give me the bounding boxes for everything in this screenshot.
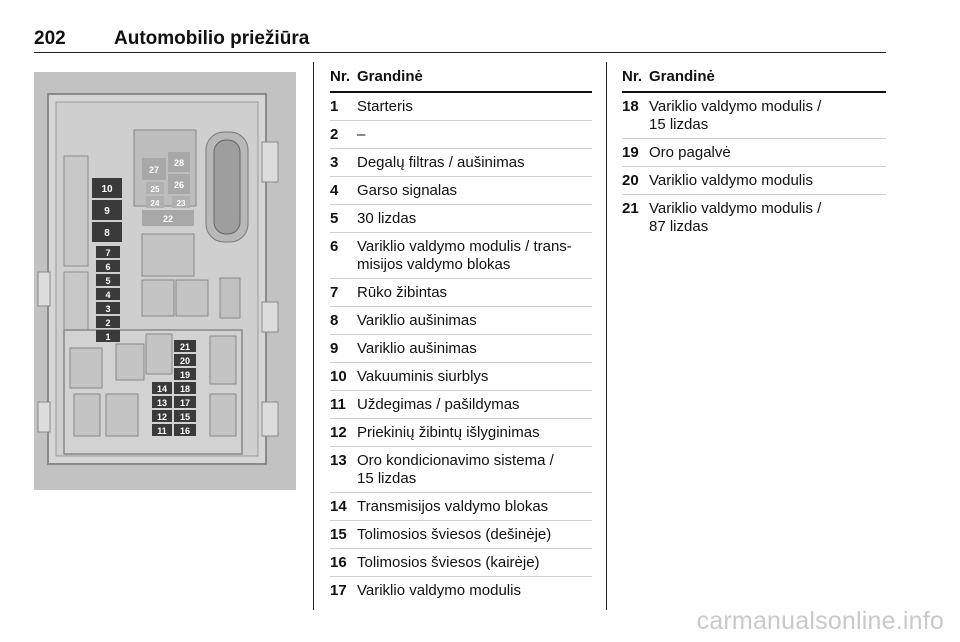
row-text: Oro kondicionavimo sistema / 15 lizdas bbox=[357, 452, 554, 487]
fuse-label-19 bbox=[174, 368, 196, 380]
watermark: carmanualsonline.info bbox=[696, 607, 944, 635]
svg-text:9: 9 bbox=[104, 206, 110, 217]
svg-text:13: 13 bbox=[156, 398, 168, 408]
row-text: Tolimosios šviesos (kairėje) bbox=[357, 554, 540, 571]
table-row bbox=[330, 307, 592, 335]
fuse-label-4 bbox=[96, 288, 120, 300]
table-row bbox=[622, 93, 886, 139]
svg-text:27: 27 bbox=[148, 165, 160, 175]
fuse-table-right bbox=[622, 66, 886, 240]
row-number: 19 bbox=[622, 144, 639, 161]
row-text: Starteris bbox=[357, 98, 413, 115]
row-number: 5 bbox=[330, 210, 339, 227]
row-text: Variklio aušinimas bbox=[357, 312, 477, 329]
row-text: Degalų filtras / aušinimas bbox=[357, 154, 525, 171]
fuse-label-1 bbox=[96, 330, 120, 342]
table-row bbox=[622, 195, 886, 240]
fuse-label-20 bbox=[174, 354, 196, 366]
row-text: Variklio valdymo modulis / 15 lizdas bbox=[649, 98, 822, 133]
svg-text:21: 21 bbox=[179, 342, 191, 352]
fuse-label-18 bbox=[174, 382, 196, 394]
row-number: 17 bbox=[330, 582, 347, 599]
row-text: Transmisijos valdymo blokas bbox=[357, 498, 549, 515]
svg-text:8: 8 bbox=[104, 228, 110, 239]
fuse-label-9 bbox=[92, 200, 122, 220]
fuse-label-3 bbox=[96, 302, 120, 314]
svg-text:28: 28 bbox=[173, 158, 185, 168]
svg-text:25: 25 bbox=[150, 185, 160, 194]
row-text: Variklio valdymo modulis bbox=[649, 172, 813, 189]
svg-text:4: 4 bbox=[105, 290, 111, 300]
row-number: 11 bbox=[330, 396, 346, 413]
page-title: Automobilio priežiūra bbox=[114, 28, 310, 49]
table-row bbox=[330, 419, 592, 447]
table-row bbox=[622, 139, 886, 167]
svg-text:7: 7 bbox=[105, 248, 111, 258]
column-divider-1 bbox=[313, 62, 314, 610]
fuse-box-illustration bbox=[34, 72, 296, 490]
fuse-label-2 bbox=[96, 316, 120, 328]
table-row bbox=[330, 177, 592, 205]
row-text: Vakuuminis siurblys bbox=[357, 368, 489, 385]
col-nr-header: Nr. bbox=[330, 68, 351, 85]
row-text: Variklio valdymo modulis / 87 lizdas bbox=[649, 200, 822, 235]
fuse-label-22 bbox=[142, 210, 194, 226]
table-row bbox=[330, 149, 592, 177]
table-row bbox=[330, 233, 592, 279]
fuse-label-8 bbox=[92, 222, 122, 242]
svg-text:3: 3 bbox=[105, 304, 111, 314]
fuse-label-5 bbox=[96, 274, 120, 286]
row-number: 3 bbox=[330, 154, 339, 171]
fuse-label-15 bbox=[174, 410, 196, 422]
row-number: 14 bbox=[330, 498, 347, 515]
fuse-label-24 bbox=[146, 196, 164, 208]
fuse-label-21 bbox=[174, 340, 196, 352]
row-number: 20 bbox=[622, 172, 639, 189]
fuse-label-26 bbox=[168, 174, 190, 194]
fuse-label-16 bbox=[174, 424, 196, 436]
svg-text:12: 12 bbox=[156, 412, 168, 422]
row-number: 1 bbox=[330, 98, 339, 115]
row-text: Priekinių žibintų išlyginimas bbox=[357, 424, 540, 441]
svg-text:16: 16 bbox=[179, 426, 191, 436]
table-header bbox=[330, 66, 592, 93]
col-name-header: Grandinė bbox=[649, 68, 715, 85]
row-text: – bbox=[357, 126, 366, 143]
fuse-label-10 bbox=[92, 178, 122, 198]
fuse-label-13 bbox=[152, 396, 172, 408]
col-name-header: Grandinė bbox=[357, 68, 423, 85]
table-row bbox=[330, 363, 592, 391]
row-number: 9 bbox=[330, 340, 339, 357]
svg-text:20: 20 bbox=[179, 356, 191, 366]
row-number: 13 bbox=[330, 452, 347, 469]
column-divider-2 bbox=[606, 62, 607, 610]
page-header bbox=[34, 28, 886, 52]
row-number: 8 bbox=[330, 312, 339, 329]
svg-text:22: 22 bbox=[162, 214, 174, 224]
page-number: 202 bbox=[34, 28, 66, 49]
row-text: Tolimosios šviesos (dešinėje) bbox=[357, 526, 552, 543]
table-row bbox=[330, 93, 592, 121]
svg-text:26: 26 bbox=[173, 180, 185, 190]
row-number: 16 bbox=[330, 554, 347, 571]
table-row bbox=[330, 205, 592, 233]
svg-text:10: 10 bbox=[101, 184, 113, 195]
header-rule bbox=[34, 52, 886, 53]
svg-text:2: 2 bbox=[105, 318, 111, 328]
row-text: Uždegimas / pašildymas bbox=[357, 396, 520, 413]
fuse-label-14 bbox=[152, 382, 172, 394]
row-text: Variklio valdymo modulis bbox=[357, 582, 521, 599]
fuse-label-12 bbox=[152, 410, 172, 422]
table-row bbox=[330, 391, 592, 419]
table-row bbox=[330, 521, 592, 549]
svg-text:14: 14 bbox=[156, 384, 168, 394]
svg-text:6: 6 bbox=[105, 262, 111, 272]
row-text: Garso signalas bbox=[357, 182, 458, 199]
row-text: Variklio aušinimas bbox=[357, 340, 477, 357]
row-number: 18 bbox=[622, 98, 639, 115]
table-row bbox=[330, 121, 592, 149]
svg-text:18: 18 bbox=[179, 384, 191, 394]
row-text: Variklio valdymo modulis / trans- misijos valdymo blokas bbox=[357, 238, 572, 273]
row-text: Rūko žibintas bbox=[357, 284, 448, 301]
table-row bbox=[622, 167, 886, 195]
fuse-label-6 bbox=[96, 260, 120, 272]
table-row bbox=[330, 279, 592, 307]
fuse-label-23 bbox=[172, 196, 190, 208]
row-number: 7 bbox=[330, 284, 339, 301]
row-number: 6 bbox=[330, 238, 339, 255]
row-number: 2 bbox=[330, 126, 339, 143]
row-number: 15 bbox=[330, 526, 347, 543]
row-text: 30 lizdas bbox=[357, 210, 417, 227]
row-number: 4 bbox=[330, 182, 339, 199]
row-number: 12 bbox=[330, 424, 347, 441]
table-row bbox=[330, 493, 592, 521]
fuse-label-25 bbox=[146, 182, 164, 194]
svg-text:23: 23 bbox=[176, 199, 186, 208]
fuse-label-11 bbox=[152, 424, 172, 436]
table-row bbox=[330, 577, 592, 604]
fuse-label-28 bbox=[168, 152, 190, 172]
fuse-table-left bbox=[330, 66, 592, 604]
fuse-label-7 bbox=[96, 246, 120, 258]
svg-text:5: 5 bbox=[105, 276, 111, 286]
svg-text:19: 19 bbox=[179, 370, 191, 380]
svg-text:1: 1 bbox=[105, 332, 111, 342]
table-row bbox=[330, 335, 592, 363]
row-number: 10 bbox=[330, 368, 347, 385]
fuse-box-figure bbox=[34, 72, 296, 490]
col-nr-header: Nr. bbox=[622, 68, 643, 85]
row-text: Oro pagalvė bbox=[649, 144, 731, 161]
fuse-label-27 bbox=[142, 158, 166, 180]
table-header bbox=[622, 66, 886, 93]
table-row bbox=[330, 447, 592, 493]
row-number: 21 bbox=[622, 200, 639, 217]
svg-text:15: 15 bbox=[179, 412, 191, 422]
svg-text:17: 17 bbox=[179, 398, 191, 408]
svg-text:11: 11 bbox=[157, 426, 167, 436]
table-row bbox=[330, 549, 592, 577]
svg-text:24: 24 bbox=[150, 199, 160, 208]
fuse-label-17 bbox=[174, 396, 196, 408]
